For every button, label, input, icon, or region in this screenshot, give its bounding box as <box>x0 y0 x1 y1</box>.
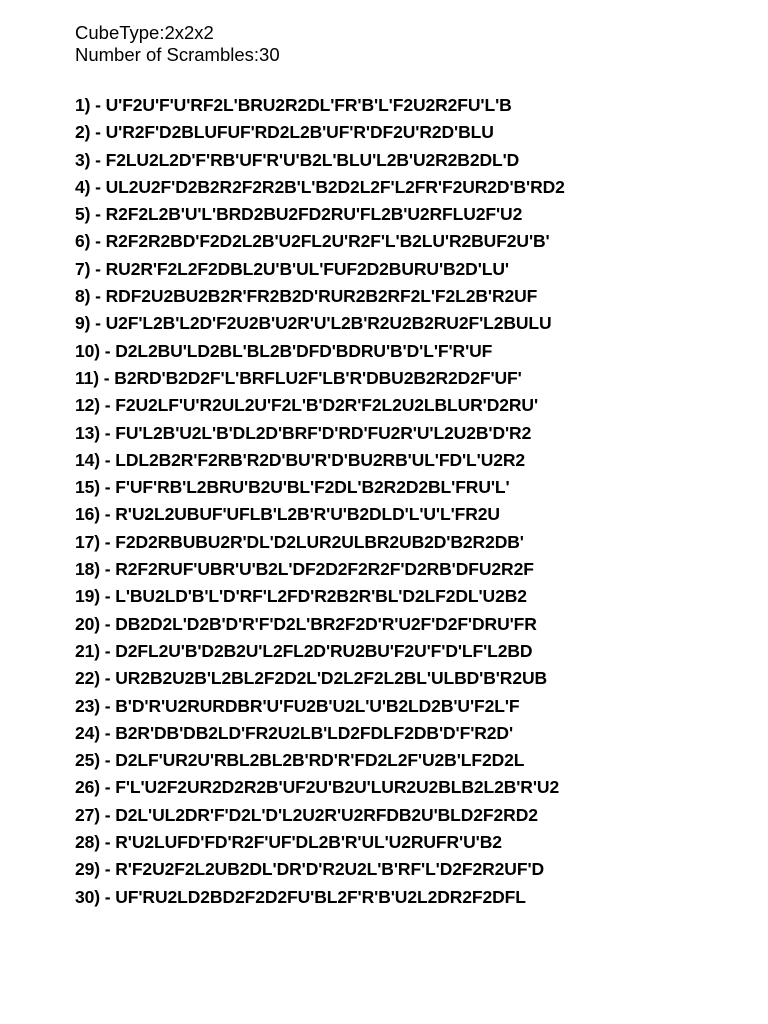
scramble-count-label: Number of Scrambles:30 <box>75 44 280 65</box>
cube-type-label: CubeType:2x2x2 <box>75 22 214 43</box>
scramble-item: 18) - R2F2RUF'UBR'U'B2L'DF2D2F2R2F'D2RB'DFU2R2F <box>75 559 534 580</box>
scramble-item: 24) - B2R'DB'DB2LD'FR2U2LB'LD2FDLF2DB'D'F'R2D' <box>75 722 514 743</box>
scramble-item: 23) - B'D'R'U2RURDBR'U'FU2B'U2L'U'B2LD2B'U'F2L'F <box>75 695 520 716</box>
scramble-item: 1) - U'F2U'F'U'RF2L'BRU2R2DL'FR'B'L'F2U2R2FU'L'B <box>75 95 512 115</box>
scramble-item: 26) - F'L'U2F2UR2D2R2B'UF2U'B2U'LUR2U2BLB2L2B'R'U2 <box>75 777 560 798</box>
scramble-item: 4) - UL2U2F'D2B2R2F2R2B'L'B2D2L2F'L2FR'F2UR2D'B'RD2 <box>75 176 565 197</box>
scramble-item: 6) - R2F2R2BD'F2D2L2B'U2FL2U'R2F'L'B2LU'R2BUF2U'B' <box>75 231 550 252</box>
scramble-item: 15) - F'UF'RB'L2BRU'B2U'BL'F2DL'B2R2D2BL'FRU'L' <box>75 477 510 498</box>
scramble-list <box>75 92 565 911</box>
scramble-item: 5) - R2F2L2B'U'L'BRD2BU2FD2RU'FL2B'U2RFLU2F'U2 <box>75 204 523 225</box>
scramble-item: 27) - D2L'UL2DR'F'D2L'D'L2U2R'U2RFDB2U'BLD2F2RD2 <box>75 804 538 825</box>
document-header <box>75 22 280 66</box>
scramble-item: 29) - R'F2U2F2L2UB2DL'DR'D'R2U2L'B'RF'L'D2F2R2UF'D <box>75 859 545 880</box>
scramble-item: 30) - UF'RU2LD2BD2F2D2FU'BL2F'R'B'U2L2DR2F2DFL <box>75 886 526 907</box>
scramble-item: 3) - F2LU2L2D'F'RB'UF'R'U'B2L'BLU'L2B'U2R2B2DL'D <box>75 149 520 170</box>
scramble-item: 16) - R'U2L2UBUF'UFLB'L2B'R'U'B2DLD'L'U'L'FR2U <box>75 504 500 525</box>
scramble-item: 19) - L'BU2LD'B'L'D'RF'L2FD'R2B2R'BL'D2LF2DL'U2B2 <box>75 586 527 607</box>
scramble-item: 20) - DB2D2L'D2B'D'R'F'D2L'BR2F2D'R'U2F'D2F'DRU'FR <box>75 613 537 634</box>
scramble-item: 25) - D2LF'UR2U'RBL2BL2B'RD'R'FD2L2F'U2B'LF2D2L <box>75 750 525 771</box>
scramble-item: 17) - F2D2RBUBU2R'DL'D2LUR2ULBR2UB2D'B2R2DB' <box>75 531 524 552</box>
scramble-item: 7) - RU2R'F2L2F2DBL2U'B'UL'FUF2D2BURU'B2D'LU' <box>75 258 509 279</box>
scramble-item: 21) - D2FL2U'B'D2B2U'L2FL2D'RU2BU'F2U'F'D'LF'L2BD <box>75 640 533 661</box>
scramble-item: 11) - B2RD'B2D2F'L'BRFLU2F'LB'R'DBU2B2R2D2F'UF' <box>75 367 522 388</box>
scramble-item: 28) - R'U2LUFD'FD'R2F'UF'DL2B'R'UL'U2RUFR'U'B2 <box>75 832 502 853</box>
scramble-item: 9) - U2F'L2B'L2D'F2U2B'U2R'U'L2B'R2U2B2RU2F'L2BULU <box>75 313 552 334</box>
scramble-item: 13) - FU'L2B'U2L'B'DL2D'BRF'D'RD'FU2R'U'L2U2B'D'R2 <box>75 422 532 443</box>
scramble-item: 2) - U'R2F'D2BLUFUF'RD2L2B'UF'R'DF2U'R2D'BLU <box>75 122 494 143</box>
scramble-item: 10) - D2L2BU'LD2BL'BL2B'DFD'BDRU'B'D'L'F'R'UF <box>75 340 493 361</box>
scramble-item: 14) - LDL2B2R'F2RB'R2D'BU'R'D'BU2RB'UL'FD'L'U2R2 <box>75 449 526 470</box>
scramble-item: 12) - F2U2LF'U'R2UL2U'F2L'B'D2R'F2L2U2LBLUR'D2RU' <box>75 395 539 416</box>
scramble-item: 22) - UR2B2U2B'L2BL2F2D2L'D2L2F2L2BL'ULBD'B'R2UB <box>75 668 548 689</box>
scramble-item: 8) - RDF2U2BU2B2R'FR2B2D'RUR2B2RF2L'F2L2B'R2UF <box>75 286 538 307</box>
